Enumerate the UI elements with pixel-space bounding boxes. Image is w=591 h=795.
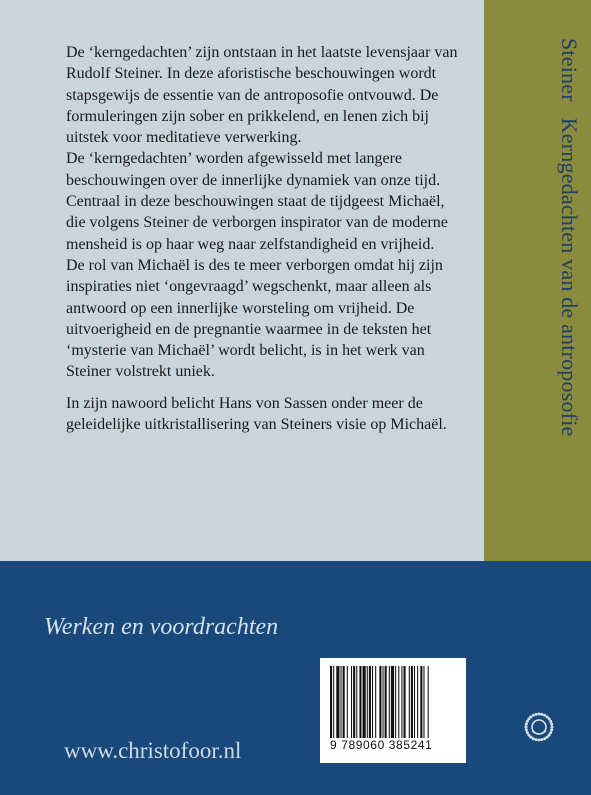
barcode-bar: [343, 666, 345, 738]
logo-ray: [532, 714, 535, 717]
barcode-bar: [391, 666, 394, 738]
logo-ray: [550, 723, 553, 726]
logo-ray: [538, 739, 541, 742]
barcode-bar: [341, 666, 342, 738]
spine-text: [556, 38, 582, 436]
barcode-bar: [398, 666, 399, 738]
barcode-bar: [375, 666, 376, 738]
publisher-sun-logo-icon: [519, 707, 559, 747]
barcode-bar: [356, 666, 357, 738]
logo-ray: [538, 713, 541, 716]
barcode-bar: [333, 666, 334, 738]
barcode-bar: [367, 666, 368, 738]
barcode-bar: [363, 666, 366, 738]
logo-ray: [549, 720, 552, 723]
logo-ray: [529, 715, 532, 718]
logo-ray: [526, 731, 529, 734]
barcode: [320, 658, 466, 763]
blurb-paragraph-2: De ‘kerngedachten’ worden afgewisseld met langere beschouwingen over de innerlijke dynamiek van onze tijd. Centraal in deze beschouwingen staat de tijdgeest Michaël, die volgens Steiner de verborgen inspirator van de moderne mensheid is op haar weg naar zelfstandigheid en vrijheid.: [66, 150, 448, 253]
barcode-bar: [411, 666, 413, 738]
blurb-paragraph-1: De ‘kerngedachten’ zijn ontstaan in het laatste levensjaar van Rudolf Steiner. In deze aforistische beschouwingen wordt stapsgewijs de essentie van de antroposofie ontvouwd. De formuleringen zijn sober en prikkelend, en lenen zich bij uitstek voor meditatieve verwerking.: [66, 44, 458, 147]
series-title: Werken en voordrachten: [44, 614, 279, 640]
barcode-bar: [353, 666, 355, 738]
logo-ray: [525, 726, 528, 729]
logo-ray: [527, 734, 530, 737]
logo-ray: [540, 738, 543, 741]
barcode-bar: [383, 666, 384, 738]
barcode-bar: [347, 666, 348, 738]
logo-ray: [540, 713, 543, 716]
logo-ray: [543, 737, 546, 740]
logo-ray: [548, 717, 551, 720]
logo-ray: [543, 714, 546, 717]
logo-ray: [551, 726, 554, 729]
barcode-bar: [359, 666, 361, 738]
barcode-number: 9 789060 385241: [330, 738, 433, 752]
barcode-bar: [428, 666, 429, 738]
logo-ray: [525, 723, 528, 726]
barcode-bar: [423, 666, 424, 738]
logo-ray: [526, 720, 529, 723]
barcode-bar: [414, 666, 415, 738]
blurb-paragraph-4: In zijn nawoord belicht Hans von Sassen onder meer de geleidelijke uitkristallisering van Steiners visie op Michaël.: [66, 394, 447, 434]
barcode-bar: [379, 666, 381, 738]
barcode-bar: [420, 666, 422, 738]
barcode-bar: [417, 666, 418, 738]
barcode-bar: [351, 666, 352, 738]
barcode-bar: [372, 666, 373, 738]
logo-ray: [550, 728, 553, 731]
barcode-bar: [369, 666, 371, 738]
barcode-bar: [336, 666, 339, 738]
logo-ray: [535, 738, 538, 741]
logo-ray: [549, 731, 552, 734]
blurb-paragraph-3: De rol van Michaël is des te meer verborgen omdat hij zijn inspiraties niet ‘ongevraagd’ wegschenkt, maar alleen als antwoord op een innerlijke worsteling om vrijheid. De uitvoerigheid en de pregnantie waarmee in de teksten het ‘mysterie van Michaël’ wordt belicht, is in het werk van Steiner volstrekt uniek.: [66, 256, 443, 381]
logo-ray: [535, 713, 538, 716]
logo-ray: [532, 737, 535, 740]
spine-title: Kerngedachten van de antroposofie: [557, 117, 582, 437]
barcode-bar: [385, 666, 387, 738]
logo-ray: [546, 736, 549, 739]
barcode-bar: [330, 666, 332, 738]
barcode-bar: [389, 666, 390, 738]
logo-ray: [525, 728, 528, 731]
blurb: [66, 42, 466, 435]
barcode-bar: [409, 666, 410, 738]
publisher-website[interactable]: www.christofoor.nl: [64, 738, 242, 763]
barcode-bar: [401, 666, 402, 738]
barcode-bar: [395, 666, 396, 738]
barcode-bars: [330, 666, 458, 738]
barcode-bar: [404, 666, 406, 738]
spine-author: Steiner: [557, 38, 582, 102]
